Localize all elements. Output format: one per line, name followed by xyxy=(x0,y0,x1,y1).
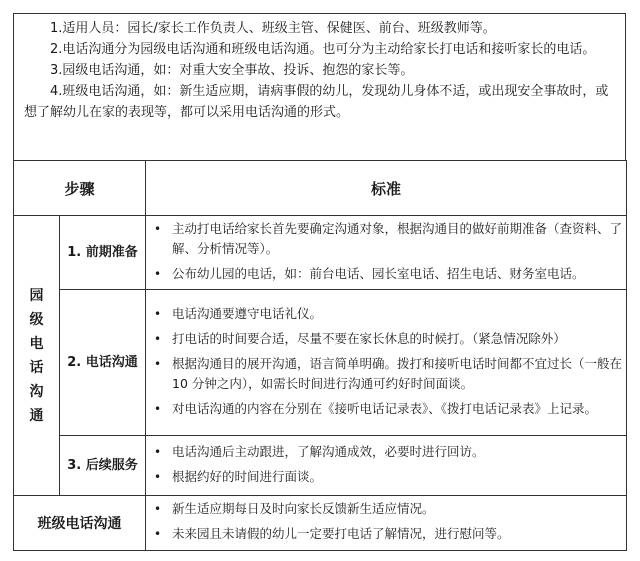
intro-paragraph: 3.园级电话沟通，如：对重大安全事故、投诉、抱怨的家长等。 xyxy=(50,63,414,78)
table-row xyxy=(14,216,627,290)
group-label-school-phone xyxy=(14,216,60,496)
intro-paragraph: 2.电话沟通分为园级电话沟通和班级电话沟通。也可分为主动给家长打电话和接听家长的电话。 xyxy=(50,42,596,57)
step-standards xyxy=(146,216,627,290)
group-label-char: 园 xyxy=(29,287,44,304)
list-item: • 未来园且未请假的幼儿一定要打电话了解情况，进行慰问等。 xyxy=(172,524,626,544)
standards-table xyxy=(13,160,627,551)
step-standards xyxy=(146,436,627,496)
group-label-char: 话 xyxy=(29,359,44,376)
list-item: • 根据沟通目的展开沟通，语言简单明确。拨打和接听电话时间都不宜过长（一般在 10 分钟之内），如需长时间进行沟通可约好时间面谈。 xyxy=(172,354,626,394)
header-steps: 步骤 xyxy=(14,161,146,216)
step-label: 2. 电话沟通 xyxy=(60,290,146,436)
intro-paragraph: 1.适用人员：园长/家长工作负责人、班级主管、保健医、前台、班级教师等。 xyxy=(50,21,496,36)
group-label-char: 电 xyxy=(29,335,44,352)
table-row xyxy=(14,496,627,551)
table-row xyxy=(14,436,627,496)
list-item: • 电话沟通后主动跟进，了解沟通成效，必要时进行回访。 xyxy=(172,442,626,462)
list-item: • 电话沟通要遵守电话礼仪。 xyxy=(172,304,626,324)
class-phone-label: 班级电话沟通 xyxy=(14,496,146,551)
header-standard: 标准 xyxy=(146,161,627,216)
list-item: • 打电话的时间要合适，尽量不要在家长休息的时候打。（紧急情况除外） xyxy=(172,329,626,349)
group-label-char: 沟 xyxy=(29,383,44,400)
intro-section xyxy=(13,13,626,160)
list-item: • 对电话沟通的内容在分别在《接听电话记录表》、《拨打电话记录表》上记录。 xyxy=(172,399,626,419)
group-label-char: 通 xyxy=(29,407,44,424)
group-label-char: 级 xyxy=(29,311,44,328)
list-item: • 公布幼儿园的电话，如：前台电话、园长室电话、招生电话、财务室电话。 xyxy=(172,264,626,284)
step-label: 3. 后续服务 xyxy=(60,436,146,496)
step-standards xyxy=(146,290,627,436)
intro-paragraph: 4.班级电话沟通，如：新生适应期，请病事假的幼儿，发现幼儿身体不适，或出现安全事故时，或想了解幼儿在家的表现等，都可以采用电话沟通的形式。 xyxy=(24,84,609,120)
list-item: • 根据约好的时间进行面谈。 xyxy=(172,467,626,487)
table-header-row xyxy=(14,161,627,216)
step-label: 1. 前期准备 xyxy=(60,216,146,290)
list-item: • 主动打电话给家长首先要确定沟通对象，根据沟通目的做好前期准备（查资料、了解、分析情况等）。 xyxy=(172,219,626,259)
list-item: • 新生适应期每日及时向家长反馈新生适应情况。 xyxy=(172,499,626,519)
class-phone-standards xyxy=(146,496,627,551)
table-row xyxy=(14,290,627,436)
